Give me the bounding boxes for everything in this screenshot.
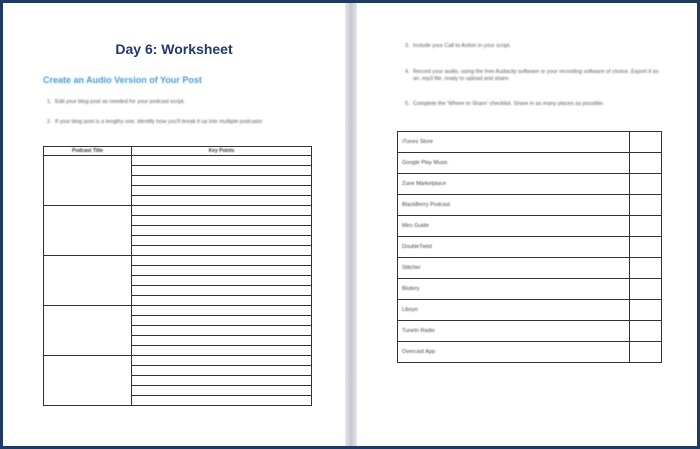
column-header-key-points: Key Points xyxy=(132,147,312,156)
checklist-row xyxy=(398,132,662,153)
table-row xyxy=(44,156,312,166)
instruction-number: 3. xyxy=(405,43,410,49)
share-platform-name: Google Play Music xyxy=(398,153,630,174)
key-point-cell xyxy=(132,366,312,376)
key-point-cell xyxy=(132,376,312,386)
checklist-row xyxy=(398,237,662,258)
checkbox-cell xyxy=(630,237,662,258)
checkbox-cell xyxy=(630,174,662,195)
checklist-row xyxy=(398,195,662,216)
instruction-number: 5. xyxy=(405,101,410,107)
key-point-cell xyxy=(132,296,312,306)
checklist-row xyxy=(398,153,662,174)
checklist-row xyxy=(398,216,662,237)
instruction-number: 2. xyxy=(47,119,52,125)
checkbox-cell xyxy=(630,195,662,216)
where-to-share-checklist xyxy=(397,131,662,363)
share-platform-name: BlackBerry Podcast xyxy=(398,195,630,216)
key-point-cell xyxy=(132,336,312,346)
column-header-podcast-title: Podcast Title xyxy=(44,147,132,156)
checklist-row xyxy=(398,174,662,195)
key-point-cell xyxy=(132,306,312,316)
share-platform-name: Libsyn xyxy=(398,300,630,321)
podcast-title-cell xyxy=(44,206,132,256)
key-point-cell xyxy=(132,246,312,256)
podcast-title-cell xyxy=(44,156,132,206)
podcast-title-cell xyxy=(44,306,132,356)
podcast-breakdown-table xyxy=(43,146,312,406)
key-point-cell xyxy=(132,206,312,216)
section-subtitle: Create an Audio Version of Your Post xyxy=(43,75,202,85)
key-point-cell xyxy=(132,266,312,276)
key-point-cell xyxy=(132,346,312,356)
instruction-text: Complete the 'Where to Share' checklist. Share in as many places as possible. xyxy=(413,101,605,107)
podcast-title-cell xyxy=(44,356,132,406)
checkbox-cell xyxy=(630,132,662,153)
checkbox-cell xyxy=(630,258,662,279)
checklist-row xyxy=(398,321,662,342)
table-row xyxy=(44,206,312,216)
key-point-cell xyxy=(132,396,312,406)
share-platform-name: TuneIn Radio xyxy=(398,321,630,342)
share-platform-name: Blubrry xyxy=(398,279,630,300)
worksheet-page-left xyxy=(3,3,345,446)
share-platform-name: iTunes Store xyxy=(398,132,630,153)
key-point-cell xyxy=(132,386,312,396)
key-point-cell xyxy=(132,236,312,246)
checklist-row xyxy=(398,342,662,363)
instruction-number: 4. xyxy=(405,69,410,75)
key-point-cell xyxy=(132,196,312,206)
key-point-cell xyxy=(132,226,312,236)
podcast-title-cell xyxy=(44,256,132,306)
key-point-cell xyxy=(132,316,312,326)
table-header-row xyxy=(44,147,312,156)
checklist-row xyxy=(398,258,662,279)
key-point-cell xyxy=(132,176,312,186)
page-gutter xyxy=(345,3,357,446)
share-platform-name: Miro Guide xyxy=(398,216,630,237)
instruction-number: 1. xyxy=(47,99,52,105)
table-row xyxy=(44,256,312,266)
key-point-cell xyxy=(132,186,312,196)
table-row xyxy=(44,306,312,316)
checklist-row xyxy=(398,279,662,300)
checkbox-cell xyxy=(630,321,662,342)
key-point-cell xyxy=(132,216,312,226)
share-platform-name: Zune Marketplace xyxy=(398,174,630,195)
checkbox-cell xyxy=(630,300,662,321)
instruction-text: Record your audio, using the free Audacity software or your recording software of choice. Export it as an .mp3 file, ready to upload and share. xyxy=(413,69,659,82)
worksheet-page-right xyxy=(357,3,697,446)
table-row xyxy=(44,356,312,366)
checkbox-cell xyxy=(630,279,662,300)
instruction-text: Include your Call to Action in your script. xyxy=(413,43,511,49)
key-point-cell xyxy=(132,256,312,266)
key-point-cell xyxy=(132,276,312,286)
key-point-cell xyxy=(132,356,312,366)
instruction-text: Edit your blog post as needed for your podcast script. xyxy=(55,99,185,105)
share-platform-name: DoubleTwist xyxy=(398,237,630,258)
document-frame xyxy=(3,3,697,446)
share-platform-name: Stitcher xyxy=(398,258,630,279)
share-platform-name: Overcast App xyxy=(398,342,630,363)
key-point-cell xyxy=(132,286,312,296)
key-point-cell xyxy=(132,326,312,336)
checklist-row xyxy=(398,300,662,321)
checkbox-cell xyxy=(630,153,662,174)
checkbox-cell xyxy=(630,342,662,363)
key-point-cell xyxy=(132,156,312,166)
page-title: Day 6: Worksheet xyxy=(115,41,233,57)
key-point-cell xyxy=(132,166,312,176)
instruction-text: If your blog post is a lengthy one, identify how you'll break it up into multiple podcasts: xyxy=(55,119,264,125)
checkbox-cell xyxy=(630,216,662,237)
